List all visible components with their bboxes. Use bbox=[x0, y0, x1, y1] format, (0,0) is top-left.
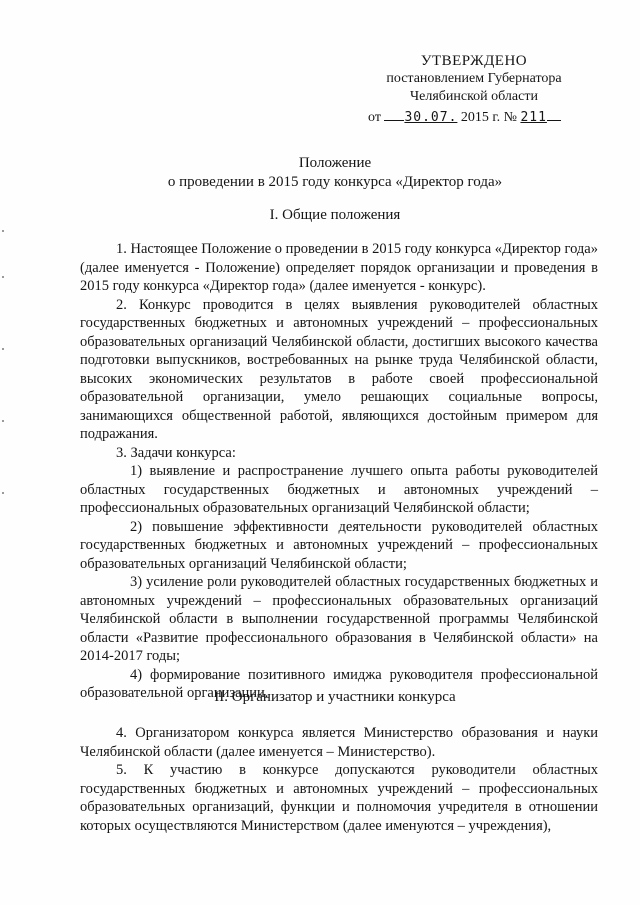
date-value: 30.07. bbox=[404, 110, 458, 125]
task-1: 1) выявление и распространение лучшего опыта работы руководителей областных государственных бюджетных и автономных учреждений – профессиональных образовательных организаций Челябинской области; bbox=[80, 463, 598, 516]
paragraph-2: 2. Конкурс проводится в целях выявления руководителей областных государственных бюджетных и автономных учреждений – профессиональных образовательных организаций Челябинской области, достигших высокого качества подготовки выпускников, востребованных на рынке труда Челябинской области, высоких экономических результатов в работе своей профессиональной образовательной организации, умело решающих социальные вопросы, занимающихся общественной работой, являющихся достойным примером для подражания. bbox=[80, 296, 598, 442]
paragraph-4: 4. Организатором конкурса является Министерство образования и науки Челябинской области (далее именуется – Министерство). bbox=[80, 725, 598, 760]
date-prefix: от bbox=[368, 110, 381, 125]
doc-number: 211 bbox=[520, 110, 547, 125]
task-4: 4) формирование позитивного имиджа руководителя профессиональной образовательной организации. bbox=[80, 666, 598, 701]
approval-line-2: Челябинской области bbox=[410, 89, 538, 104]
approval-title: УТВЕРЖДЕНО bbox=[420, 53, 528, 69]
scan-margin-marks bbox=[2, 230, 5, 530]
number-blank-right bbox=[547, 106, 561, 121]
paragraph-1: 1. Настоящее Положение о проведении в 2015 году конкурса «Директор года» (далее именуется - Положение) определяет порядок организации и проведения в 2015 году конкурса «Директор года» (далее именуется - конкурс). bbox=[80, 241, 598, 294]
section-2-body bbox=[80, 724, 598, 835]
paragraph-5: 5. К участию в конкурсе допускаются руководители областных государственных бюджетных и автономных учреждений – профессиональных образовательных организаций, функции и полномочия учредителя в отношении которых осуществляются Министерством (далее именуются – учреждения), bbox=[80, 762, 598, 834]
task-3: 3) усиление роли руководителей областных государственных бюджетных и автономных учреждений – профессиональных образовательных организаций Челябинской области в выполнении государственной программы Челябинской области «Развитие профессионального образования в Челябинской области» на 2014-2017 годы; bbox=[80, 574, 598, 664]
date-year: 2015 г. № bbox=[460, 110, 517, 125]
section-1-body bbox=[80, 240, 598, 703]
title-line-2: о проведении в 2015 году конкурса «Директор года» bbox=[167, 174, 503, 190]
title-line-1: Положение bbox=[298, 155, 372, 171]
approval-line-1: постановлением Губернатора bbox=[386, 71, 562, 86]
section-2-heading: II. Организатор и участники конкурса bbox=[214, 689, 456, 705]
section-1-heading: I. Общие положения bbox=[269, 207, 401, 223]
approval-block bbox=[368, 52, 580, 127]
approval-date-line bbox=[368, 106, 580, 127]
paragraph-3: 3. Задачи конкурса: bbox=[116, 444, 236, 461]
task-2: 2) повышение эффективности деятельности руководителей областных государственных бюджетных и автономных учреждений – профессиональных образовательных организаций Челябинской области; bbox=[80, 518, 598, 572]
date-blank-left bbox=[384, 106, 404, 121]
document-title bbox=[80, 154, 590, 192]
